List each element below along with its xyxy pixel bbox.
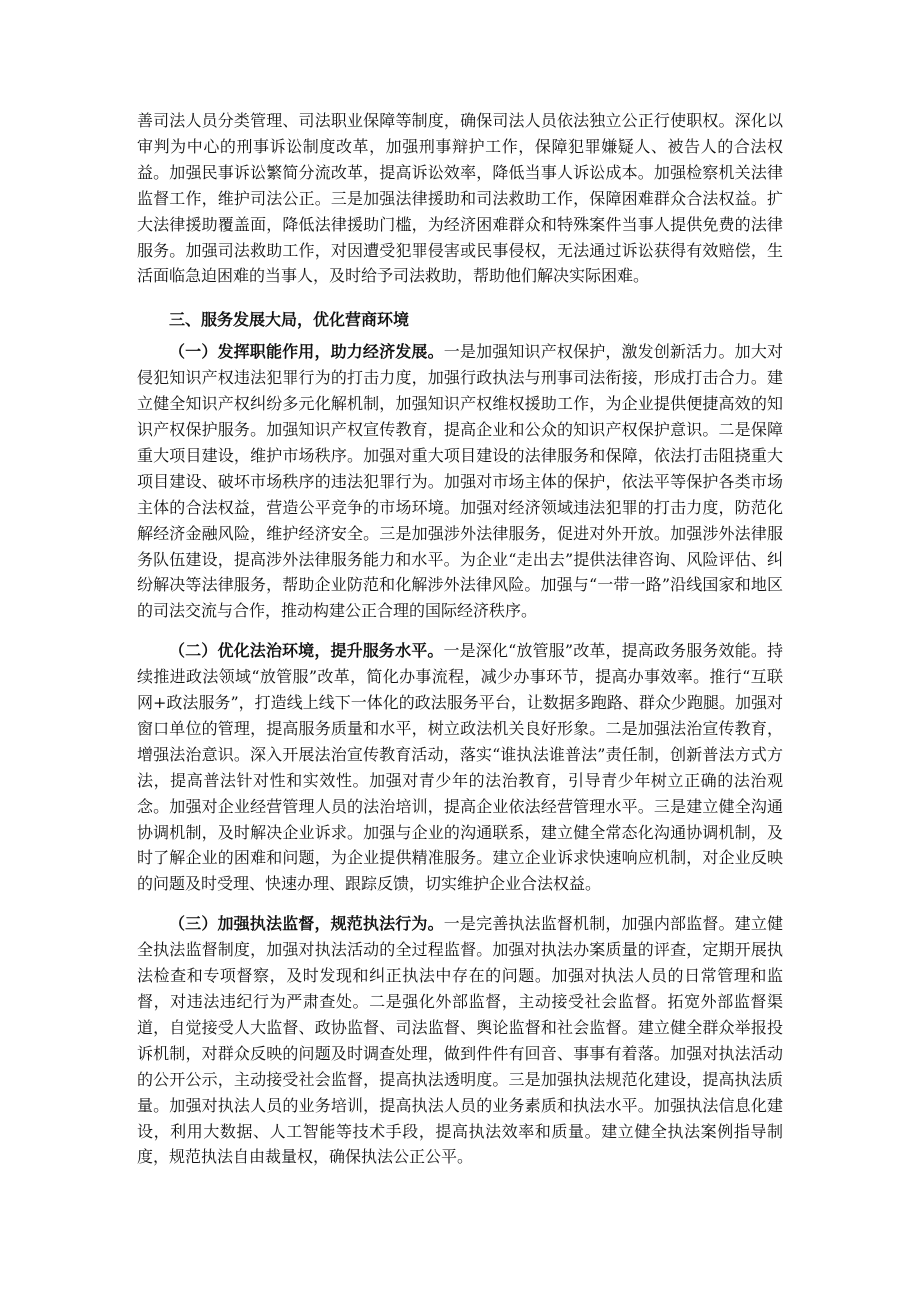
paragraph-1 [137,339,783,624]
paragraph-3-body: 一是完善执法监督机制，加强内部监督。建立健全执法监督制度，加强对执法活动的全过程监督。加强对执法办案质量的评查，定期开展执法检查和专项督察，及时发现和纠正执法中存在的问题。加强对执法人员的日常管理和监督，对违法违纪行为严肃查处。二是强化外部监督，主动接受社会监督。拓宽外部监督渠道，自觉接受人大监督、政协监督、司法监督、舆论监督和社会监督。建立健全群众举报投诉机制，对群众反映的问题及时调查处理，做到件件有回音、事事有着落。加强对执法活动的公开公示，主动接受社会监督，提高执法透明度。三是加强执法规范化建设，提高执法质量。加强对执法人员的业务培训，提高执法人员的业务素质和执法水平。加强执法信息化建设，利用大数据、人工智能等技术手段，提高执法效率和质量。建立健全执法案例指导制度，规范执法自由裁量权，确保执法公正公平。 [137,914,783,1167]
paragraph-3 [137,911,783,1170]
paragraph-1-lead: （一）发挥职能作用，助力经济发展。 [169,342,444,362]
intro-paragraph: 善司法人员分类管理、司法职业保障等制度，确保司法人员依法独立公正行使职权。深化以审判为中心的刑事诉讼制度改革，加强刑事辩护工作，保障犯罪嫌疑人、被告人的合法权益。加强民事诉讼繁简分流改革，提高诉讼效率，降低当事人诉讼成本。加强检察机关法律监督工作，维护司法公正。三是加强法律援助和司法救助工作，保障困难群众合法权益。扩大法律援助覆盖面，降低法律援助门槛，为经济困难群众和特殊案件当事人提供免费的法律服务。加强司法救助工作，对因遭受犯罪侵害或民事侵权，无法通过诉讼获得有效赔偿，生活面临急迫困难的当事人，及时给予司法救助，帮助他们解决实际困难。 [137,111,783,286]
paragraph-1-body: 一是加强知识产权保护，激发创新活力。加大对侵犯知识产权违法犯罪行为的打击力度，加强行政执法与刑事司法衔接，形成打击合力。建立健全知识产权纠纷多元化解机制，加强知识产权维权援助工作，为企业提供便捷高效的知识产权保护服务。加强知识产权宣传教育，提高企业和公众的知识产权保护意识。二是保障重大项目建设，维护市场秩序。加强对重大项目建设的法律服务和保障，依法打击阻挠重大项目建设、破坏市场秩序的违法犯罪行为。加强对市场主体的保护，依法平等保护各类市场主体的合法权益，营造公平竞争的市场环境。加强对经济领域违法犯罪的打击力度，防范化解经济金融风险，维护经济安全。三是加强涉外法律服务，促进对外开放。加强涉外法律服务队伍建设，提高涉外法律服务能力和水平。为企业“走出去”提供法律咨询、风险评估、纠纷解决等法律服务，帮助企业防范和化解涉外法律风险。加强与“一带一路”沿线国家和地区的司法交流与合作，推动构建公正合理的国际经济秩序。 [137,342,783,621]
paragraph-2-body: 一是深化“放管服”改革，提高政务服务效能。持续推进政法领域“放管服”改革，简化办事流程，减少办事环节，提高办事效率。推行“互联网+政法服务”，打造线上线下一体化的政法服务平台，让数据多跑路、群众少跑腿。加强对窗口单位的管理，提高服务质量和水平，树立政法机关良好形象。二是加强法治宣传教育，增强法治意识。深入开展法治宣传教育活动，落实“谁执法谁普法”责任制，创新普法方式方法，提高普法针对性和实效性。加强对青少年的法治教育，引导青少年树立正确的法治观念。加强对企业经营管理人员的法治培训，提高企业依法经营管理水平。三是建立健全沟通协调机制，及时解决企业诉求。加强与企业的沟通联系，建立健全常态化沟通协调机制，及时了解企业的困难和问题，为企业提供精准服务。建立企业诉求快速响应机制，对企业反映的问题及时受理、快速办理、跟踪反馈，切实维护企业合法权益。 [137,641,783,894]
document-body [137,108,783,1170]
paragraph-3-lead: （三）加强执法监督，规范执法行为。 [169,914,444,934]
section-heading: 三、服务发展大局，优化营商环境 [169,310,410,330]
paragraph-2-lead: （二）优化法治环境，提升服务水平。 [169,641,444,661]
paragraph-2 [137,638,783,897]
